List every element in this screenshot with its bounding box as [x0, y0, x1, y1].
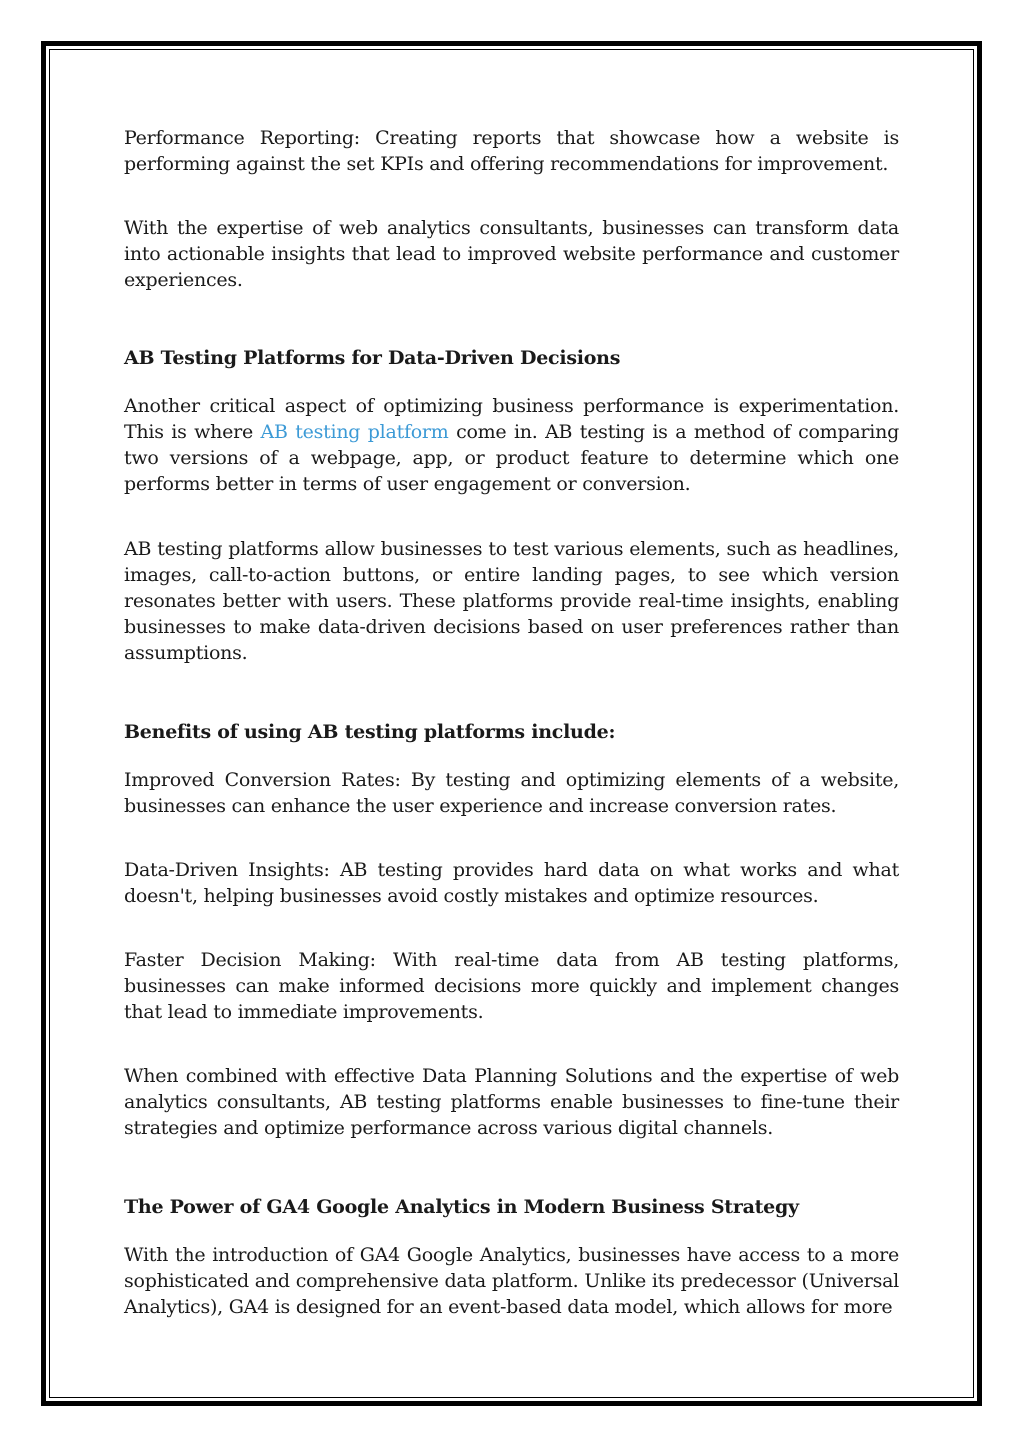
paragraph-performance-reporting: Performance Reporting: Creating reports that showcase how a website is performing against the set KPIs and offering recommendations for improvement. [124, 127, 899, 175]
paragraph-experimentation-after: come in. AB testing is a method of comparing two versions of a webpage, app, or product feature to determine which one performs better in terms of user engagement or conversion. [124, 421, 899, 495]
heading-ga4-power: The Power of GA4 Google Analytics in Modern Business Strategy [124, 1196, 799, 1218]
paragraph-data-driven-insights: Data-Driven Insights: AB testing provides hard data on what works and what doesn't, helping businesses avoid costly mistakes and optimize resources. [124, 859, 899, 907]
paragraph-ab-testing-elements: AB testing platforms allow businesses to test various elements, such as headlines, images, call-to-action buttons, or entire landing pages, to see which version resonates better with users. These platforms provide real-time insights, enabling businesses to make data-driven decisions based on user preferences rather than assumptions. [124, 538, 899, 664]
paragraph-ga4-introduction: With the introduction of GA4 Google Analytics, businesses have access to a more sophisticated and comprehensive data platform. Unlike its predecessor (Universal Analytics), GA4 is designed for an event-based data model, which allows for more [124, 1244, 899, 1318]
ab-testing-platform-link[interactable]: AB testing platform [260, 421, 449, 443]
heading-benefits: Benefits of using AB testing platforms include: [124, 721, 616, 743]
paragraph-experimentation [124, 393, 899, 497]
paragraph-experimentation-before: Another critical aspect of optimizing business performance is experimentation. This is where [124, 395, 899, 443]
paragraph-faster-decision: Faster Decision Making: With real-time data from AB testing platforms, businesses can make informed decisions more quickly and implement changes that lead to immediate improvements. [124, 949, 899, 1023]
paragraph-combined-solutions: When combined with effective Data Planning Solutions and the expertise of web analytics consultants, AB testing platforms enable businesses to fine-tune their strategies and optimize performance across various digital channels. [124, 1065, 899, 1139]
paragraph-web-analytics-expertise: With the expertise of web analytics consultants, businesses can transform data into actionable insights that lead to improved website performance and customer experiences. [124, 217, 899, 291]
paragraph-improved-conversion: Improved Conversion Rates: By testing and optimizing elements of a website, businesses can enhance the user experience and increase conversion rates. [124, 769, 899, 817]
heading-ab-testing-platforms: AB Testing Platforms for Data-Driven Decisions [124, 347, 621, 369]
